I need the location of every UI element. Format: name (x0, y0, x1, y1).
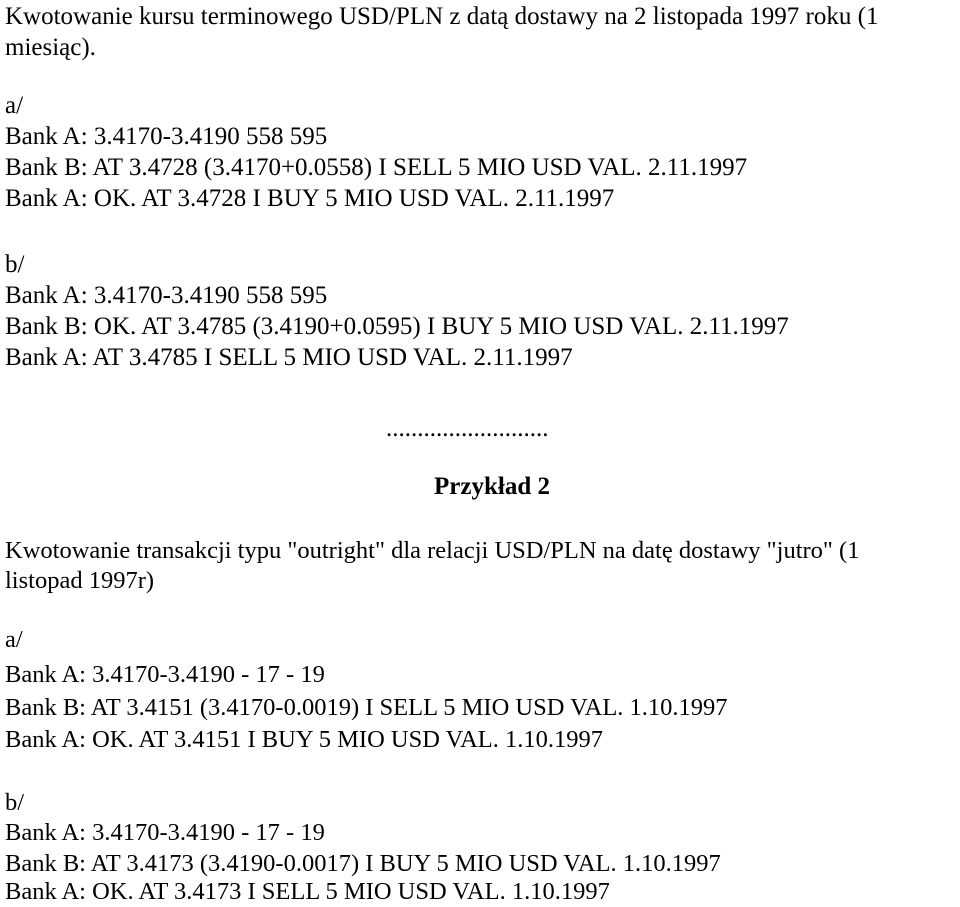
example1-b-label: b/ (5, 251, 25, 278)
intro-line-1: Kwotowanie kursu terminowego USD/PLN z datą dostawy na 2 listopada 1997 roku (1 (5, 3, 879, 30)
example2-a-label: a/ (5, 626, 23, 653)
example2-description-line-1: Kwotowanie transakcji typu "outright" dla relacji USD/PLN na datę dostawy "jutro" (1 (5, 537, 860, 564)
example2-b-line-1: Bank A: 3.4170-3.4190 - 17 - 19 (5, 819, 325, 846)
example1-b-line-1: Bank A: 3.4170-3.4190 558 595 (5, 282, 328, 309)
intro-line-2: miesiąc). (5, 34, 96, 61)
example2-b-label: b/ (5, 789, 25, 816)
example2-b-line-3: Bank A: OK. AT 3.4173 I SELL 5 MIO USD VAL. 1.10.1997 (5, 878, 610, 905)
example2-a-line-3: Bank A: OK. AT 3.4151 I BUY 5 MIO USD VAL. 1.10.1997 (5, 726, 604, 753)
example1-b-line-3: Bank A: AT 3.4785 I SELL 5 MIO USD VAL. 2.11.1997 (5, 344, 573, 371)
example1-a-line-2: Bank B: AT 3.4728 (3.4170+0.0558) I SELL 5 MIO USD VAL. 2.11.1997 (5, 154, 748, 181)
example2-a-line-2: Bank B: AT 3.4151 (3.4170-0.0019) I SELL 5 MIO USD VAL. 1.10.1997 (5, 694, 728, 721)
example1-a-line-3: Bank A: OK. AT 3.4728 I BUY 5 MIO USD VAL. 2.11.1997 (5, 185, 615, 212)
example2-description-line-2: listopad 1997r) (5, 567, 155, 594)
example2-b-line-2: Bank B: AT 3.4173 (3.4190-0.0017) I BUY 5 MIO USD VAL. 1.10.1997 (5, 850, 721, 877)
example2-a-line-1: Bank A: 3.4170-3.4190 - 17 - 19 (5, 661, 325, 688)
example1-a-label: a/ (5, 92, 24, 119)
example1-b-line-2: Bank B: OK. AT 3.4785 (3.4190+0.0595) I BUY 5 MIO USD VAL. 2.11.1997 (5, 313, 789, 340)
section-separator: .......................... (386, 415, 549, 442)
example2-heading: Przykład 2 (434, 473, 550, 500)
example1-a-line-1: Bank A: 3.4170-3.4190 558 595 (5, 123, 328, 150)
